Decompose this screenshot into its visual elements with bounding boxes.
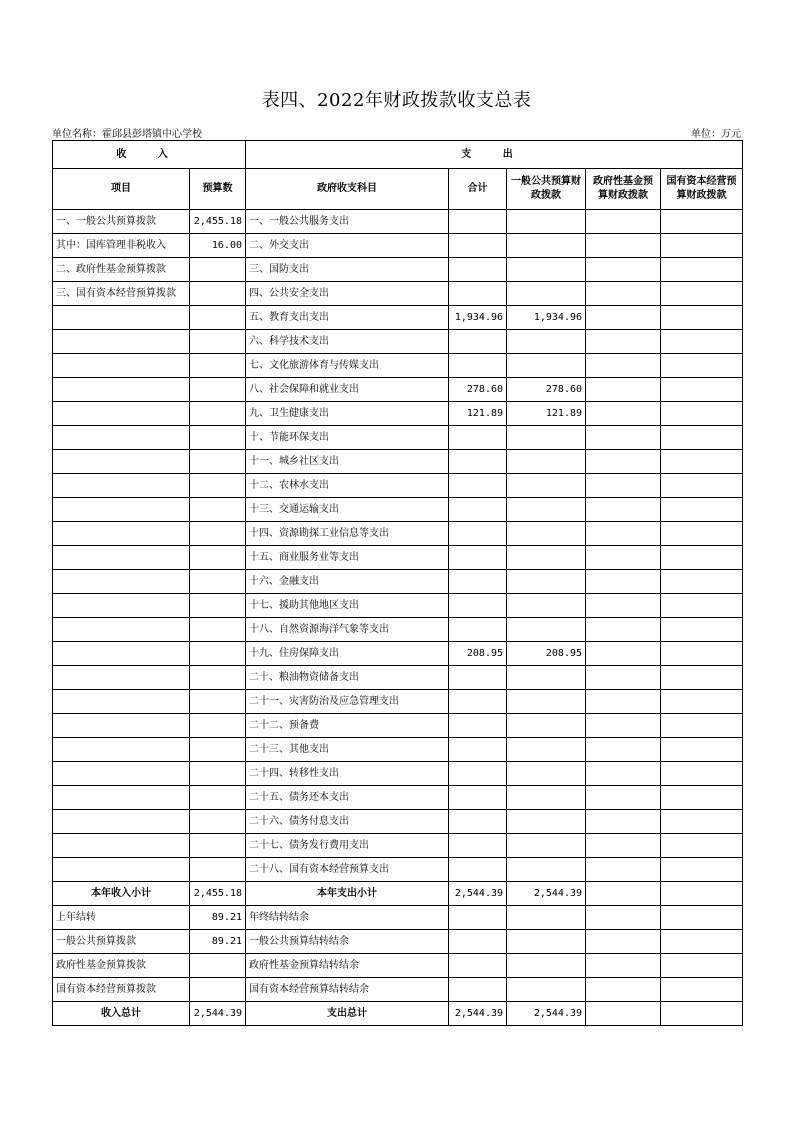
cell-total <box>449 954 507 978</box>
table-row <box>53 210 743 234</box>
cell-general <box>507 258 586 282</box>
cell-budget <box>190 546 246 570</box>
cell-item: 一般公共预算拨款 <box>53 930 190 954</box>
cell-total <box>449 330 507 354</box>
cell-subject: 十四、资源勘探工业信息等支出 <box>246 522 449 546</box>
cell-item <box>53 426 190 450</box>
cell-total: 1,934.96 <box>449 306 507 330</box>
cell-fund <box>586 306 661 330</box>
cell-total <box>449 546 507 570</box>
cell-subject: 八、社会保障和就业支出 <box>246 378 449 402</box>
cell-budget <box>190 402 246 426</box>
cell-budget: 89.21 <box>190 930 246 954</box>
cell-fund <box>586 402 661 426</box>
cell-item <box>53 474 190 498</box>
cell-item: 政府性基金预算拨款 <box>53 954 190 978</box>
table-row <box>53 690 743 714</box>
cell-fund <box>586 786 661 810</box>
cell-general <box>507 498 586 522</box>
cell-state <box>661 306 743 330</box>
cell-total <box>449 930 507 954</box>
cell-state <box>661 498 743 522</box>
cell-state <box>661 882 743 906</box>
cell-general <box>507 354 586 378</box>
cell-total <box>449 690 507 714</box>
cell-budget <box>190 426 246 450</box>
cell-state <box>661 978 743 1002</box>
cell-item <box>53 450 190 474</box>
table-row <box>53 522 743 546</box>
cell-general <box>507 954 586 978</box>
cell-state <box>661 858 743 882</box>
cell-subject: 一般公共预算结转结余 <box>246 930 449 954</box>
cell-budget: 16.00 <box>190 234 246 258</box>
cell-subject: 二十二、预备费 <box>246 714 449 738</box>
cell-state <box>661 546 743 570</box>
cell-item <box>53 810 190 834</box>
cell-subject: 一、一般公共服务支出 <box>246 210 449 234</box>
cell-subject: 国有资本经营预算结转结余 <box>246 978 449 1002</box>
cell-fund <box>586 258 661 282</box>
table-row <box>53 762 743 786</box>
cell-subject: 十七、援助其他地区支出 <box>246 594 449 618</box>
income-header: 收 入 <box>53 141 246 169</box>
cell-state <box>661 330 743 354</box>
cell-fund <box>586 330 661 354</box>
cell-item <box>53 522 190 546</box>
cell-general <box>507 594 586 618</box>
cell-state <box>661 570 743 594</box>
cell-subject: 支出总计 <box>246 1002 449 1026</box>
table-row <box>53 330 743 354</box>
cell-state <box>661 258 743 282</box>
cell-fund <box>586 834 661 858</box>
cell-fund <box>586 954 661 978</box>
cell-budget <box>190 690 246 714</box>
cell-general <box>507 618 586 642</box>
table-row <box>53 378 743 402</box>
cell-subject: 二十、粮油物资储备支出 <box>246 666 449 690</box>
grand-total-row <box>53 1002 743 1026</box>
cell-fund <box>586 978 661 1002</box>
header-row-columns <box>53 169 743 210</box>
cell-general <box>507 570 586 594</box>
expense-header: 支 出 <box>246 141 743 169</box>
cell-subject: 四、公共安全支出 <box>246 282 449 306</box>
cell-general <box>507 930 586 954</box>
cell-total <box>449 618 507 642</box>
col-subject-header: 政府收支科目 <box>246 169 449 210</box>
cell-general <box>507 450 586 474</box>
cell-item <box>53 786 190 810</box>
cell-item <box>53 738 190 762</box>
cell-item <box>53 642 190 666</box>
cell-total: 278.60 <box>449 378 507 402</box>
cell-fund <box>586 810 661 834</box>
cell-subject: 十二、农林水支出 <box>246 474 449 498</box>
cell-total <box>449 978 507 1002</box>
page-title: 表四、2022年财政拨款收支总表 <box>261 90 532 111</box>
cell-subject: 十一、城乡社区支出 <box>246 450 449 474</box>
cell-fund <box>586 570 661 594</box>
cell-budget <box>190 642 246 666</box>
cell-item: 其中：国库管理非税收入 <box>53 234 190 258</box>
cell-item <box>53 666 190 690</box>
cell-general: 1,934.96 <box>507 306 586 330</box>
cell-general <box>507 906 586 930</box>
cell-state <box>661 618 743 642</box>
table-row <box>53 834 743 858</box>
cell-budget <box>190 498 246 522</box>
cell-fund <box>586 738 661 762</box>
cell-total: 2,544.39 <box>449 1002 507 1026</box>
cell-general <box>507 690 586 714</box>
cell-item: 收入总计 <box>53 1002 190 1026</box>
cell-budget: 2,455.18 <box>190 210 246 234</box>
cell-total <box>449 450 507 474</box>
cell-item <box>53 330 190 354</box>
cell-total <box>449 570 507 594</box>
cell-budget: 2,455.18 <box>190 882 246 906</box>
cell-total <box>449 474 507 498</box>
cell-general <box>507 666 586 690</box>
cell-total <box>449 738 507 762</box>
cell-general <box>507 738 586 762</box>
cell-state <box>661 930 743 954</box>
col-general-header: 一般公共预算财政拨款 <box>507 169 586 210</box>
cell-fund <box>586 762 661 786</box>
cell-subject: 十三、交通运输支出 <box>246 498 449 522</box>
cell-state <box>661 642 743 666</box>
cell-general <box>507 546 586 570</box>
cell-total: 2,544.39 <box>449 882 507 906</box>
cell-item: 上年结转 <box>53 906 190 930</box>
cell-item: 本年收入小计 <box>53 882 190 906</box>
cell-item <box>53 378 190 402</box>
table-row <box>53 258 743 282</box>
table-row <box>53 786 743 810</box>
cell-fund <box>586 498 661 522</box>
cell-state <box>661 1002 743 1026</box>
currency-unit: 单位：万元 <box>691 129 741 140</box>
cell-total <box>449 354 507 378</box>
cell-general <box>507 714 586 738</box>
cell-fund <box>586 378 661 402</box>
cell-subject: 二十六、债务付息支出 <box>246 810 449 834</box>
table-row <box>53 858 743 882</box>
subtotal-row <box>53 882 743 906</box>
cell-item <box>53 498 190 522</box>
table-row <box>53 474 743 498</box>
cell-subject: 十八、自然资源海洋气象等支出 <box>246 618 449 642</box>
cell-total: 208.95 <box>449 642 507 666</box>
cell-total <box>449 834 507 858</box>
unit-name: 单位名称：霍邱县彭塔镇中心学校 <box>52 129 202 140</box>
cell-item <box>53 690 190 714</box>
cell-budget <box>190 738 246 762</box>
cell-subject: 二十八、国有资本经营预算支出 <box>246 858 449 882</box>
cell-general <box>507 426 586 450</box>
cell-item <box>53 762 190 786</box>
table-row <box>53 282 743 306</box>
cell-item <box>53 858 190 882</box>
cell-subject: 六、科学技术支出 <box>246 330 449 354</box>
cell-general: 278.60 <box>507 378 586 402</box>
cell-budget <box>190 666 246 690</box>
cell-item <box>53 546 190 570</box>
table-row <box>53 402 743 426</box>
col-state-header: 国有资本经营预算财政拨款 <box>661 169 743 210</box>
cell-total: 121.89 <box>449 402 507 426</box>
cell-total <box>449 906 507 930</box>
cell-budget <box>190 330 246 354</box>
cell-state <box>661 354 743 378</box>
cell-total <box>449 714 507 738</box>
cell-budget <box>190 762 246 786</box>
table-row <box>53 234 743 258</box>
cell-subject: 十六、金融支出 <box>246 570 449 594</box>
cell-state <box>661 690 743 714</box>
cell-subject: 二十三、其他支出 <box>246 738 449 762</box>
cell-subject: 二十四、转移性支出 <box>246 762 449 786</box>
col-total-header: 合计 <box>449 169 507 210</box>
cell-budget <box>190 834 246 858</box>
cell-state <box>661 666 743 690</box>
cell-budget <box>190 714 246 738</box>
cell-fund <box>586 282 661 306</box>
cell-budget: 2,544.39 <box>190 1002 246 1026</box>
cell-state <box>661 282 743 306</box>
cell-state <box>661 594 743 618</box>
cell-item: 一、一般公共预算拨款 <box>53 210 190 234</box>
cell-total <box>449 234 507 258</box>
cell-subject: 五、教育支出支出 <box>246 306 449 330</box>
cell-general <box>507 810 586 834</box>
cell-budget <box>190 306 246 330</box>
table-row <box>53 498 743 522</box>
cell-subject: 十九、住房保障支出 <box>246 642 449 666</box>
cell-item: 三、国有资本经营预算拨款 <box>53 282 190 306</box>
table-row <box>53 306 743 330</box>
cell-subject: 二十七、债务发行费用支出 <box>246 834 449 858</box>
budget-table <box>52 140 743 1026</box>
cell-item <box>53 618 190 642</box>
cell-fund <box>586 210 661 234</box>
cell-fund <box>586 594 661 618</box>
cell-fund <box>586 690 661 714</box>
cell-subject: 七、文化旅游体育与传媒支出 <box>246 354 449 378</box>
cell-fund <box>586 234 661 258</box>
table-row <box>53 618 743 642</box>
cell-subject: 十五、商业服务业等支出 <box>246 546 449 570</box>
cell-fund <box>586 714 661 738</box>
cell-total <box>449 666 507 690</box>
cell-subject: 二、外交支出 <box>246 234 449 258</box>
cell-fund <box>586 666 661 690</box>
cell-fund <box>586 522 661 546</box>
cell-general <box>507 978 586 1002</box>
cell-state <box>661 762 743 786</box>
cell-item: 国有资本经营预算拨款 <box>53 978 190 1002</box>
cell-budget <box>190 810 246 834</box>
cell-general <box>507 522 586 546</box>
cell-item <box>53 354 190 378</box>
cell-general <box>507 282 586 306</box>
cell-subject: 政府性基金预算结转结余 <box>246 954 449 978</box>
table-row <box>53 450 743 474</box>
cell-item: 二、政府性基金预算拨款 <box>53 258 190 282</box>
table-row <box>53 810 743 834</box>
cell-item <box>53 714 190 738</box>
cell-fund <box>586 354 661 378</box>
cell-subject: 九、卫生健康支出 <box>246 402 449 426</box>
header-row-group <box>53 141 743 169</box>
cell-total <box>449 858 507 882</box>
cell-budget <box>190 282 246 306</box>
cell-subject: 本年支出小计 <box>246 882 449 906</box>
cell-state <box>661 450 743 474</box>
cell-state <box>661 378 743 402</box>
cell-state <box>661 522 743 546</box>
cell-total <box>449 426 507 450</box>
cell-fund <box>586 1002 661 1026</box>
cell-state <box>661 210 743 234</box>
cell-budget <box>190 258 246 282</box>
col-fund-header: 政府性基金预算财政拨款 <box>586 169 661 210</box>
cell-state <box>661 786 743 810</box>
cell-subject: 二十五、债务还本支出 <box>246 786 449 810</box>
table-row <box>53 570 743 594</box>
cell-general: 2,544.39 <box>507 1002 586 1026</box>
cell-budget <box>190 786 246 810</box>
cell-subject: 年终结转结余 <box>246 906 449 930</box>
carry-row <box>53 978 743 1002</box>
cell-total <box>449 786 507 810</box>
cell-total <box>449 210 507 234</box>
cell-general <box>507 330 586 354</box>
table-row <box>53 426 743 450</box>
cell-budget <box>190 954 246 978</box>
cell-state <box>661 906 743 930</box>
cell-general <box>507 834 586 858</box>
cell-total <box>449 594 507 618</box>
cell-general <box>507 210 586 234</box>
cell-budget <box>190 594 246 618</box>
cell-fund <box>586 618 661 642</box>
cell-state <box>661 738 743 762</box>
cell-item <box>53 570 190 594</box>
cell-budget <box>190 522 246 546</box>
cell-fund <box>586 882 661 906</box>
cell-total <box>449 258 507 282</box>
cell-fund <box>586 450 661 474</box>
cell-budget <box>190 570 246 594</box>
cell-budget: 89.21 <box>190 906 246 930</box>
carry-row <box>53 930 743 954</box>
cell-general <box>507 474 586 498</box>
cell-item <box>53 306 190 330</box>
cell-general <box>507 762 586 786</box>
cell-total <box>449 522 507 546</box>
cell-fund <box>586 906 661 930</box>
cell-total <box>449 810 507 834</box>
cell-budget <box>190 450 246 474</box>
cell-state <box>661 810 743 834</box>
cell-general <box>507 786 586 810</box>
table-row <box>53 546 743 570</box>
cell-total <box>449 498 507 522</box>
carry-row <box>53 906 743 930</box>
cell-fund <box>586 642 661 666</box>
col-item-header: 项目 <box>53 169 190 210</box>
cell-budget <box>190 978 246 1002</box>
table-row <box>53 642 743 666</box>
cell-state <box>661 426 743 450</box>
cell-total <box>449 282 507 306</box>
cell-total <box>449 762 507 786</box>
cell-budget <box>190 618 246 642</box>
cell-item <box>53 402 190 426</box>
cell-subject: 十、节能环保支出 <box>246 426 449 450</box>
cell-state <box>661 834 743 858</box>
cell-fund <box>586 546 661 570</box>
cell-budget <box>190 858 246 882</box>
cell-subject: 三、国防支出 <box>246 258 449 282</box>
cell-fund <box>586 426 661 450</box>
col-budget-header: 预算数 <box>190 169 246 210</box>
cell-item <box>53 834 190 858</box>
cell-item <box>53 594 190 618</box>
table-row <box>53 738 743 762</box>
cell-budget <box>190 378 246 402</box>
cell-general: 121.89 <box>507 402 586 426</box>
cell-general <box>507 858 586 882</box>
table-row <box>53 714 743 738</box>
cell-fund <box>586 858 661 882</box>
cell-state <box>661 402 743 426</box>
cell-fund <box>586 930 661 954</box>
cell-general: 208.95 <box>507 642 586 666</box>
cell-general: 2,544.39 <box>507 882 586 906</box>
cell-budget <box>190 354 246 378</box>
table-row <box>53 666 743 690</box>
cell-general <box>507 234 586 258</box>
cell-fund <box>586 474 661 498</box>
table-row <box>53 594 743 618</box>
cell-state <box>661 714 743 738</box>
cell-budget <box>190 474 246 498</box>
cell-subject: 二十一、灾害防治及应急管理支出 <box>246 690 449 714</box>
cell-state <box>661 234 743 258</box>
cell-state <box>661 474 743 498</box>
carry-row <box>53 954 743 978</box>
table-row <box>53 354 743 378</box>
cell-state <box>661 954 743 978</box>
